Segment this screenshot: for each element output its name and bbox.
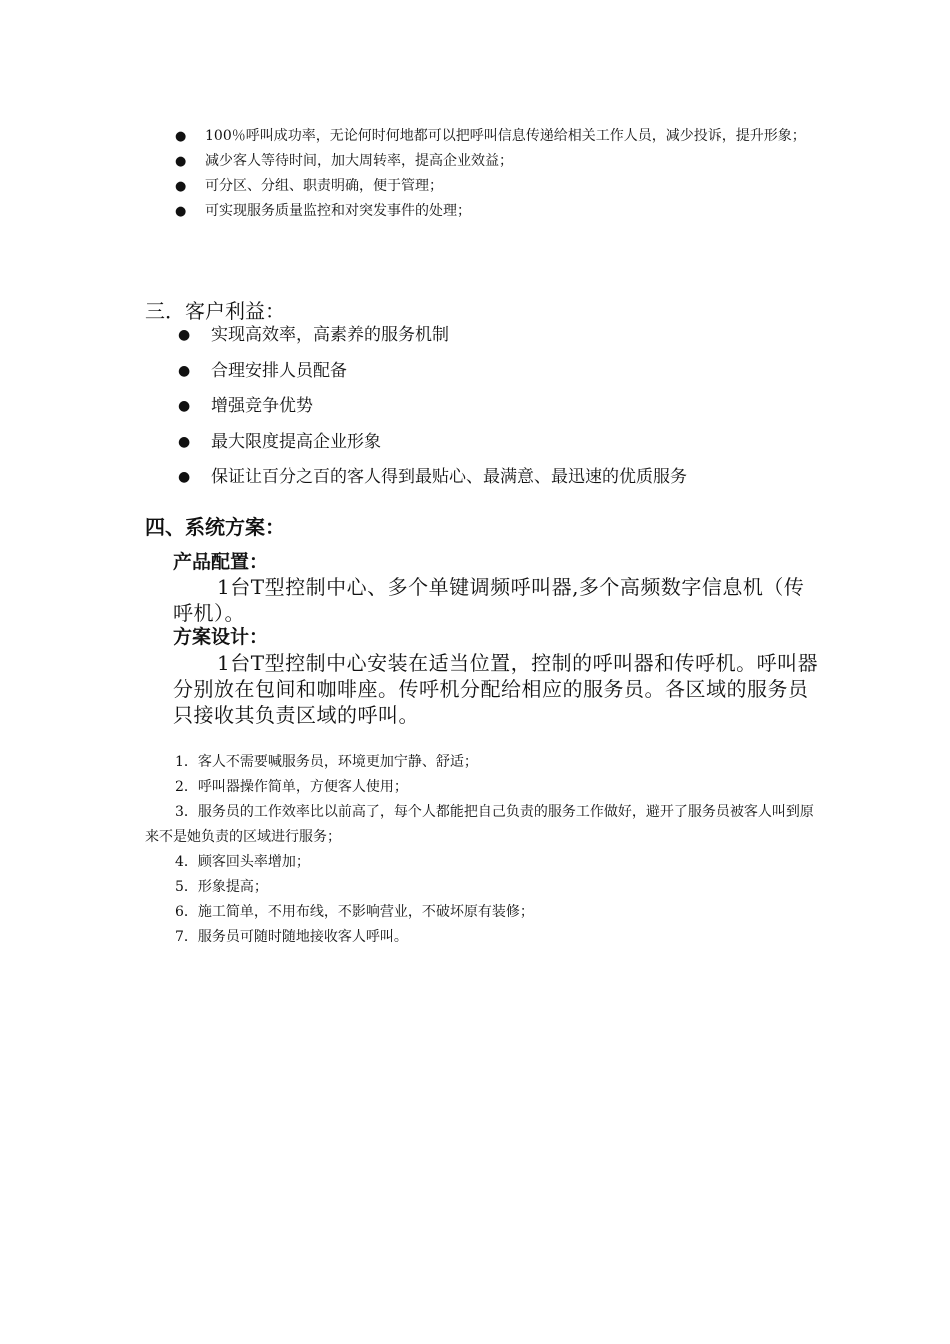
- numbered-item: 1．客人不需要喊服务员，环境更加宁静、舒适；: [175, 754, 478, 770]
- bullet-icon: ●: [175, 154, 187, 169]
- numbered-item: 2．呼叫器操作简单，方便客人使用；: [175, 779, 408, 795]
- list-item-text: 100％呼叫成功率，无论何时何地都可以把呼叫信息传递给相关工作人员，减少投诉，提升形象；: [205, 128, 806, 144]
- bullet-icon: ●: [178, 398, 191, 414]
- list-item-text: 增强竞争优势: [211, 396, 313, 416]
- solution-design-heading: 方案设计：: [173, 626, 269, 648]
- bullet-icon: ●: [175, 179, 187, 194]
- numbered-item: 7．服务员可随时随地接收客人呼叫。: [175, 929, 408, 945]
- bullet-icon: ●: [178, 362, 191, 379]
- solution-design-text: 1台T型控制中心安装在适当位置，控制的呼叫器和传呼机。呼叫器分别放在包间和咖啡座。传呼机分配给相应的服务员。各区域的服务员只接收其负责区域的呼叫。: [173, 651, 819, 727]
- list-item: [178, 319, 818, 355]
- list-item-text: 合理安排人员配备: [211, 360, 347, 381]
- bullet-icon: ●: [175, 204, 187, 219]
- product-config-text: 1台T型控制中心、多个单键调频呼叫器,多个高频数字信息机（传呼机）。: [173, 575, 805, 625]
- list-item-text: 实现高效率，高素养的服务机制: [211, 325, 449, 345]
- bullet-icon: ●: [178, 327, 191, 343]
- section-4-heading: 四、系统方案：: [145, 515, 285, 539]
- product-config-paragraph: [173, 574, 823, 626]
- section-3-heading: 三．客户利益：: [145, 299, 285, 323]
- list-item: [175, 199, 815, 224]
- bullet-icon: ●: [178, 469, 191, 485]
- list-item-text: 最大限度提高企业形象: [211, 431, 381, 452]
- list-item: [178, 390, 818, 426]
- solution-design-paragraph: [173, 650, 823, 728]
- list-item-text: 可实现服务质量监控和对突发事件的处理；: [205, 203, 471, 219]
- numbered-item: 6．施工简单，不用布线，不影响营业，不破坏原有装修；: [175, 904, 534, 920]
- numbered-item: 4．顾客回头率增加；: [175, 854, 310, 870]
- list-item-text: 保证让百分之百的客人得到最贴心、最满意、最迅速的优质服务: [211, 467, 687, 487]
- bullet-icon: ●: [175, 129, 187, 144]
- list-item: [178, 355, 818, 391]
- list-item: [178, 426, 818, 462]
- list-item-text: 减少客人等待时间，加大周转率，提高企业效益；: [205, 153, 513, 169]
- list-item-text: 可分区、分组、职责明确，便于管理；: [205, 178, 443, 194]
- list-item: [175, 174, 815, 199]
- customer-benefits-list: [178, 319, 818, 497]
- bullet-icon: ●: [178, 433, 191, 450]
- product-config-heading: 产品配置：: [173, 551, 269, 573]
- list-item: [175, 149, 815, 174]
- benefits-bullet-list: [175, 124, 815, 224]
- list-item: [175, 124, 815, 149]
- numbered-item: 3．服务员的工作效率比以前高了，每个人都能把自己负责的服务工作做好，避开了服务员被客人叫到原来不是她负责的区域进行服务；: [145, 804, 814, 845]
- advantages-numbered-list: [145, 750, 815, 950]
- numbered-item: 5．形象提高；: [175, 879, 268, 895]
- list-item: [178, 461, 818, 497]
